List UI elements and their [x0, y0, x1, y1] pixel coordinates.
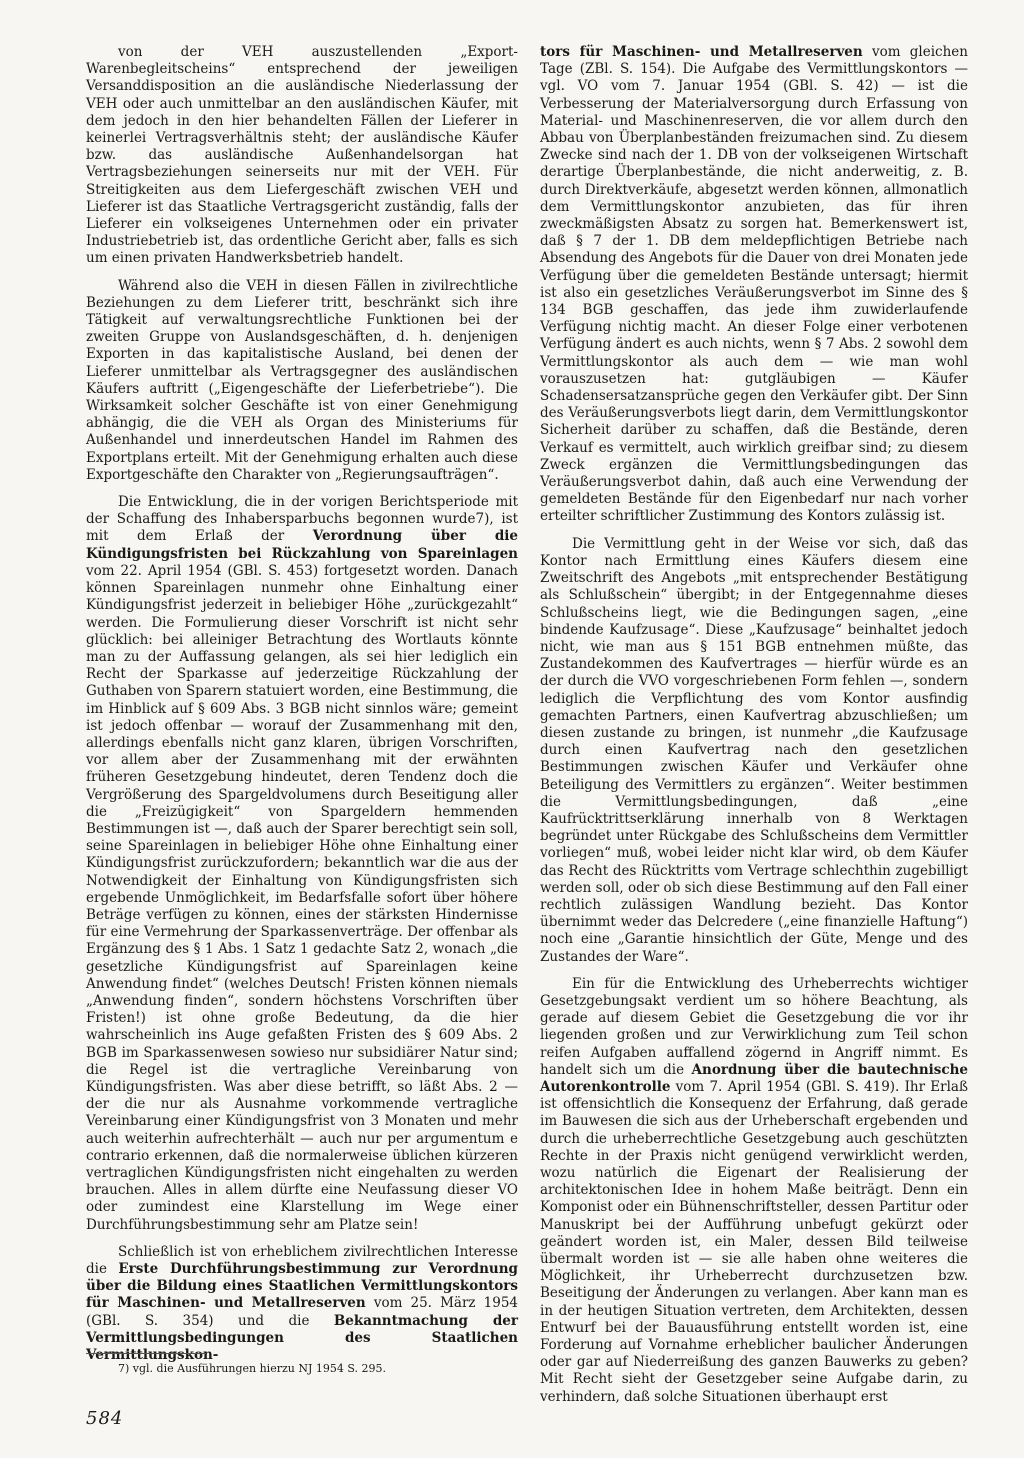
- text-run: von der VEH auszustellenden „Export-Warenbegleitscheins“ entsprechend der jeweiligen Versanddisposition an die ausländische Niederlassung der VEH oder auch unmittelbar an den ausländischen Käufer, mit dem jedoch in den hier behandelten Fällen der Lieferer in keinerlei Vertragsverhältnis steht; der ausländische Käufer bzw. das ausländische Außenhandelsorgan hat Vertragsbeziehungen seinerseits nur mit der VEH. Für Streitigkeiten aus dem Liefergeschäft zwischen VEH und Lieferer ist das Staatliche Vertragsgericht zuständig, falls der Lieferer ein volkseigenes Unternehmen oder ein privater Industriebetrieb ist, das ordentliche Gericht aber, falls es sich um einen privaten Handwerksbetrieb handelt.: [86, 44, 518, 267]
- text-run: vom 25. März 1954 (GBl. S. 354) und die: [86, 1295, 518, 1329]
- text-run: vom 22. April 1954 (GBl. S. 453) fortgesetzt worden. Danach können Spareinlagen nunmehr ohne Einhaltung einer Kündigungsfrist jederzeit in beliebiger Höhe „zurückgezahlt“ werden. Die Formulierung dieser Vorschrift ist nicht sehr glücklich: bei alleiniger Betrachtung des Wortlauts könnte man zu der Auffassung gelangen, als sei hier lediglich ein Recht der Sparkasse auf jederzeitige Rückzahlung der Guthaben von Sparern statuiert worden, eine Bestimmung, die im Hinblick auf § 609 Abs. 3 BGB nicht sinnlos wäre; gemeint ist jedoch offenbar — worauf der Zusammenhang mit den, allerdings ebenfalls nicht ganz klaren, übrigen Vorschriften, vor allem aber der Zusammenhang mit der erwähnten früheren Gesetzgebung hindeutet, deren Tendenz doch die Vergrößerung des Spargeldvolumens durch Beseitigung aller die „Freizügigkeit“ von Spargeldern hemmenden Bestimmungen ist —, daß auch der Sparer berechtigt sein soll, seine Spareinlagen in beliebiger Höhe ohne Einhaltung einer Kündigungsfrist zurückzufordern; bekanntlich war die aus der Notwendigkeit der Einhaltung von Kündigungsfristen sich ergebende Unmöglichkeit, im Bedarfsfalle sofort über höhere Beträge verfügen zu können, eines der stärksten Hindernisse für eine Vermehrung der Sparkassenverträge. Der offenbar als Ergänzung des § 1 Abs. 1 Satz 1 gedachte Satz 2, wonach „die gesetzliche Kündigungsfrist auf Spareinlagen keine Anwendung findet“ (welches Deutsch! Fristen können niemals „Anwendung finden“, sondern höchstens Vorschriften über Fristen!) ist ohne große Bedeutung, da die hier wahrscheinlich ins Auge gefaßten Fristen des § 609 Abs. 2 BGB im Sparkassenwesen sowieso nur subsidiärer Natur sind; die Regel ist die vertragliche Vereinbarung von Kündigungsfristen. Was aber diese betrifft, so läßt Abs. 2 — der die nur als Ausnahme vorkommende vertragliche Vereinbarung einer Kündigungsfrist von 3 Monaten und mehr auch weiterhin aufrechterhält — auch nur per argumentum e contrario erkennen, daß die normalerweise üblichen kürzeren vertraglichen Kündigungsfristen nicht eingehalten zu werden brauchen. Alles in allem dürfte eine Neufassung dieser VO oder zumindest eine Klarstellung im Wege einer Durchführungsbestimmung sehr am Platze sein!: [86, 562, 518, 1233]
- bold-text: Verordnung über die Kündigungsfristen bei Rückzahlung von Spareinlagen: [86, 528, 518, 562]
- left-text-column: [86, 44, 518, 1374]
- text-run: Ein für die Entwicklung des Urheberrechts wichtiger Gesetzgebungsakt verdient um so höhere Beachtung, als gerade auf diesem Gebiet die Gesetzgebung die vor ihr liegenden großen und zur Verwirklichung zum Teil schon reifen Aufgaben auffallend zögernd in Angriff nimmt. Es handelt sich um die: [540, 975, 968, 1078]
- page-number: 584: [86, 1408, 124, 1429]
- text-run: Schließlich ist von erheblichem zivilrechtlichen Interesse die: [86, 1243, 518, 1278]
- text-run: vom gleichen Tage (ZBl. S. 154). Die Aufgabe des Vermittlungskontors — vgl. VO vom 7. Januar 1954 (GBl. S. 42) — ist die Verbesserung der Materialversorgung durch Erfassung von Material- und Maschinenreserven, die vor allem durch den Abbau von Überplanbeständen freizumachen sind. Zu diesem Zwecke sind nach der 1. DB von der volkseigenen Wirtschaft derartige Überplanbestände, die nicht anderweitig, z. B. durch Direktverkäufe, abgesetzt werden können, allmonatlich dem Vermittlungskontor anzubieten, das für ihren zweckmäßigsten Absatz zu sorgen hat. Bemerkenswert ist, daß § 7 der 1. DB dem meldepflichtigen Betriebe nach Absendung des Angebots für die Dauer von drei Monaten jede Verfügung über die gemeldeten Bestände untersagt; hiermit ist also ein gesetzliches Veräußerungsverbot im Sinne des § 134 BGB geschaffen, das jede ihm zuwiderlaufende Verfügung nichtig macht. An dieser Folge einer verbotenen Verfügung ändert es auch nichts, wenn § 7 Abs. 2 sowohl dem Vermittlungskontor als auch dem — wie man wohl vorauszusetzen hat: gutgläubigen — Käufer Schadensersatzansprüche gegen den Verkäufer gibt. Der Sinn des Veräußerungsverbots liegt darin, dem Vermittlungskontor Sicherheit darüber zu schaffen, daß die Bestände, deren Verkauf es vermittelt, auch wirklich greifbar sind; zu diesem Zweck ergänzen die Vermittlungsbedingungen das Veräußerungsverbot dahin, daß auch eine Verwendung der gemeldeten Bestände für den Eigenbedarf nur nach vorher erteilter schriftlicher Zustimmung des Kontors zulässig ist.: [540, 44, 968, 525]
- left-column-paragraph: [86, 278, 518, 484]
- text-run: Die Entwicklung, die in der vorigen Berichtsperiode mit der Schaffung des Inhabersparbuchs begonnen wurde7), ist mit dem Erlaß der: [86, 494, 518, 545]
- right-column-paragraph: [540, 44, 968, 526]
- footnote-divider: [86, 1353, 206, 1354]
- bold-text: tors für Maschinen- und Metallreserven: [540, 44, 863, 60]
- left-column-paragraph: [86, 1244, 518, 1364]
- left-column-paragraph: [86, 494, 518, 1234]
- text-run: Während also die VEH in diesen Fällen in zivilrechtliche Beziehungen zu dem Lieferer tritt, beschränkt sich ihre Tätigkeit auf verwaltungsrechtliche Funktionen bei der zweiten Gruppe von Auslandsgeschäften, d. h. denjenigen Exporten in das kapitalistische Ausland, bei denen der Lieferer unmittelbar als Vertragsgegner des ausländischen Käufers auftritt („Eigengeschäfte der Lieferbetriebe“). Die Wirksamkeit solcher Geschäfte ist von einer Genehmigung abhängig, die die VEH als Organ des Ministeriums für Außenhandel und innerdeutschen Handel im Rahmen des Exportplans erteilt. Mit der Genehmigung erhalten auch diese Exportgeschäfte den Charakter von „Regierungsaufträgen“.: [86, 277, 518, 483]
- bold-text: Bekanntmachung der Vermittlungsbedingungen des Staatlichen Vermittlungskon-: [86, 1312, 518, 1364]
- footnote: 7) vgl. die Ausführungen hierzu NJ 1954 S. 295.: [118, 1362, 386, 1375]
- right-column-paragraph: [540, 976, 968, 1406]
- text-run: Die Vermittlung geht in der Weise vor sich, daß das Kontor nach Ermittlung eines Käufers diesem eine Zweitschrift des Angebots „mit entsprechender Bestätigung als Schlußschein“ übergibt; in der Entgegennahme dieses Schlußscheins liegt, wie die Bedingungen sagen, „eine bindende Kaufzusage“. Diese „Kaufzusage“ beinhaltet jedoch nicht, wie man aus § 151 BGB entnehmen müßte, das Zustandekommen des Kaufvertrages — hierfür würde es an der durch die VVO vorgeschriebenen Form fehlen —, sondern lediglich die Verpflichtung des vom Kontor ausfindig gemachten Partners, einen Kaufvertrag abzuschließen; um diesen zustande zu bringen, ist nunmehr „die Kaufzusage durch einen Kaufvertrag nach den gesetzlichen Bestimmungen zwischen Käufer und Verkäufer ohne Beteiligung des Vermittlers zu ergänzen“. Weiter bestimmen die Vermittlungsbedingungen, daß „eine Kaufrücktrittserklärung innerhalb von 8 Werktagen begründet unter Rückgabe des Schlußscheins dem Vermittler vorliegen“ muß, wobei leider nicht klar wird, ob dem Käufer das Recht des Rücktritts vom Vertrage schlechthin zugebilligt werden soll, oder ob sich diese Bestimmung auf den Fall einer rechtlich zulässigen Wandlung bezieht. Das Kontor übernimmt weder das Delcredere („eine finanzielle Haftung“) noch eine „Garantie hinsichtlich der Güte, Menge und des Zustandes der Ware“.: [540, 535, 968, 965]
- text-run: vom 7. April 1954 (GBl. S. 419). Ihr Erlaß ist offensichtlich die Konsequenz der Erfahrung, daß gerade im Bauwesen die sich aus der Urheberschaft ergebenden und durch die urheberrechtliche Gesetzgebung auch geschützten Rechte in der Praxis nicht genügend verwirklicht werden, wozu natürlich die Eigenart der Realisierung der architektonischen Idee in hohem Maße beiträgt. Denn ein Komponist oder ein Bühnenschriftsteller, dessen Partitur oder Manuskript bei der Aufführung unbefugt gekürzt oder geändert worden ist, ein Maler, dessen Bild teilweise übermalt worden ist — sie alle haben ohne weiteres die Möglichkeit, ihr Urheberrecht durchzusetzen bzw. Beseitigung der Änderungen zu verlangen. Aber kann man es in der heutigen Situation vertreten, dem Architekten, dessen Entwurf bei der Bauausführung entstellt worden ist, eine Forderung auf Vornahme erheblicher baulicher Änderungen oder gar auf Niederreißung des ganzen Bauwerks zu geben? Mit Recht sieht der Gesetzgeber seine Aufgabe darin, zu verhindern, daß solche Situationen überhaupt erst: [540, 1078, 968, 1405]
- bold-text: Erste Durchführungsbestimmung zur Verordnung über die Bildung eines Staatlichen Vermittlungskontors für Maschinen- und Metallreserven: [86, 1261, 518, 1312]
- bold-text: Anordnung über die bautechnische Autorenkontrolle: [540, 1061, 968, 1095]
- right-text-column: [540, 44, 968, 1416]
- left-column-paragraph: [86, 44, 518, 268]
- right-column-paragraph: [540, 536, 968, 966]
